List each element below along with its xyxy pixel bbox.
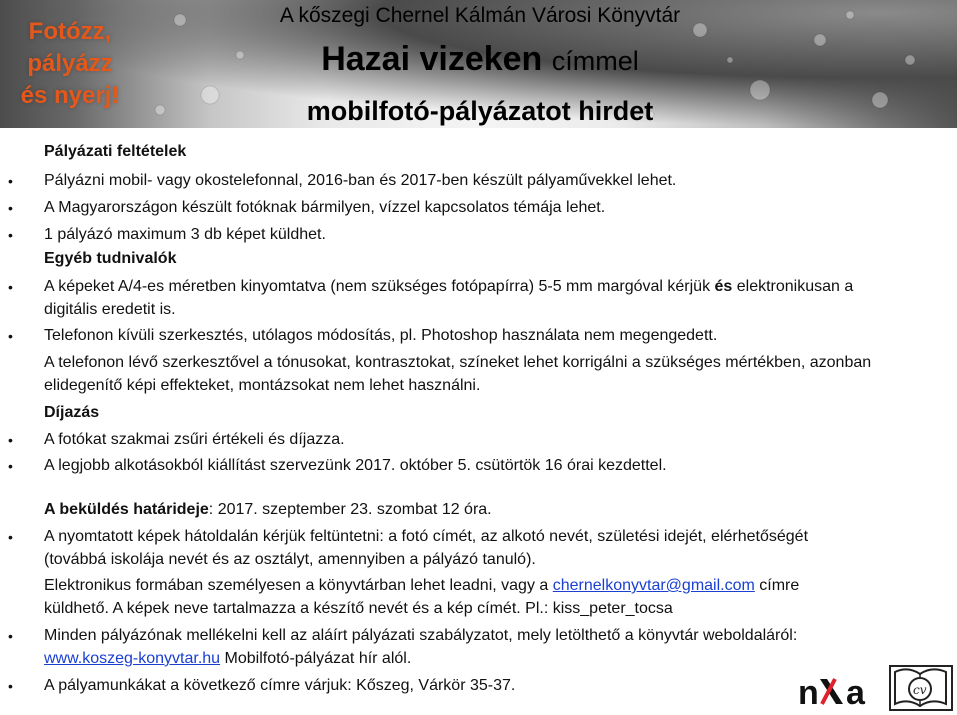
list-item: A fotókat szakmai zsűri értékeli és díjazza. [44,431,345,448]
text-part: Elektronikus formában személyesen a könyvtárban lehet leadni, vagy a [44,577,553,594]
bullet-icon: • [8,458,13,474]
conditions-heading: Pályázati feltételek [44,143,187,160]
text-part: elektronikusan a [732,278,854,295]
svg-text:n: n [798,674,819,712]
list-item: A Magyarországon készült fotóknak bármilyen, vízzel kapcsolatos témája lehet. [44,199,606,216]
library-logo-icon [890,666,952,710]
library-name: A kőszegi Chernel Kálmán Városi Könyvtár [279,4,681,27]
text-part: címre [754,577,800,594]
slogan-line: és nyerj! [20,82,120,109]
bullet-icon: • [8,432,13,448]
slogan-line: pályázz [27,50,113,77]
list-item-continuation: (továbbá iskolája nevét és az osztályt, amennyiben a pályázó tanuló). [44,551,536,568]
text-bold: és [714,278,733,295]
other-heading: Egyéb tudnivalók [44,250,177,267]
contest-subtitle: mobilfotó-pályázatot hirdet [306,96,654,126]
list-item: Pályázni mobil- vagy okostelefonnal, 2016-ban és 2017-ben készült pályaművekkel lehet. [44,172,677,189]
text-part: A képeket A/4-es méretben kinyomtatva (nem szükséges fotópapírra) 5-5 mm margóval kérjük [44,278,715,295]
bullet-icon: • [8,628,13,644]
awards-heading: Díjazás [44,404,100,421]
deadline-label: A beküldés határideje [44,501,209,518]
nka-logo-icon [798,674,866,712]
paragraph-line: elidegenítő képi effekteket, montázsokat nem lehet használni. [44,377,481,394]
list-item: A pályamunkákat a következő címre várjuk: Kőszeg, Várkör 35-37. [44,677,516,694]
bullet-icon: • [8,328,13,344]
bullet-icon: • [8,227,13,243]
svg-text:a: a [846,674,865,712]
paragraph-line: A telefonon lévő szerkesztővel a tónusokat, kontrasztokat, színeket lehet korrigálni a szükséges mértékben, azonban [44,354,872,371]
website-link[interactable]: www.koszeg-konyvtar.hu [44,650,221,667]
title-suffix: címmel [551,46,639,76]
email-link[interactable]: chernelkonyvtar@gmail.com [552,577,755,594]
svg-text:cv: cv [913,683,927,697]
list-item: A nyomtatott képek hátoldalán kérjük feltüntetni: a fotó címét, az alkotó nevét, születési idejét, elérhetőségét [44,528,809,545]
bullet-icon: • [8,200,13,216]
list-item-continuation: digitális eredetit is. [44,301,176,318]
deadline-value: : 2017. szeptember 23. szombat 12 óra. [208,501,492,518]
list-item: Minden pályázónak mellékelni kell az aláírt pályázati szabályzatot, mely letölthető a könyvtár weboldaláról: [44,627,798,644]
paragraph-line: küldhető. A képek neve tartalmazza a készítő nevét és a kép címét. Pl.: kiss_peter_tocsa [44,600,673,617]
text-part: Mobilfotó-pályázat hír alól. [220,650,412,667]
list-item: 1 pályázó maximum 3 db képet küldhet. [44,226,326,243]
bullet-icon: • [8,529,13,545]
bullet-icon: • [8,279,13,295]
slogan-line: Fotózz, [28,18,112,45]
bullet-icon: • [8,173,13,189]
list-item: Telefonon kívüli szerkesztés, utólagos módosítás, pl. Photoshop használata nem megengedett. [44,327,718,344]
bullet-icon: • [8,678,13,694]
title-main: Hazai vizeken [321,40,543,78]
list-item: A legjobb alkotásokból kiállítást szervezünk 2017. október 5. csütörtök 16 órai kezdettel. [44,457,667,474]
